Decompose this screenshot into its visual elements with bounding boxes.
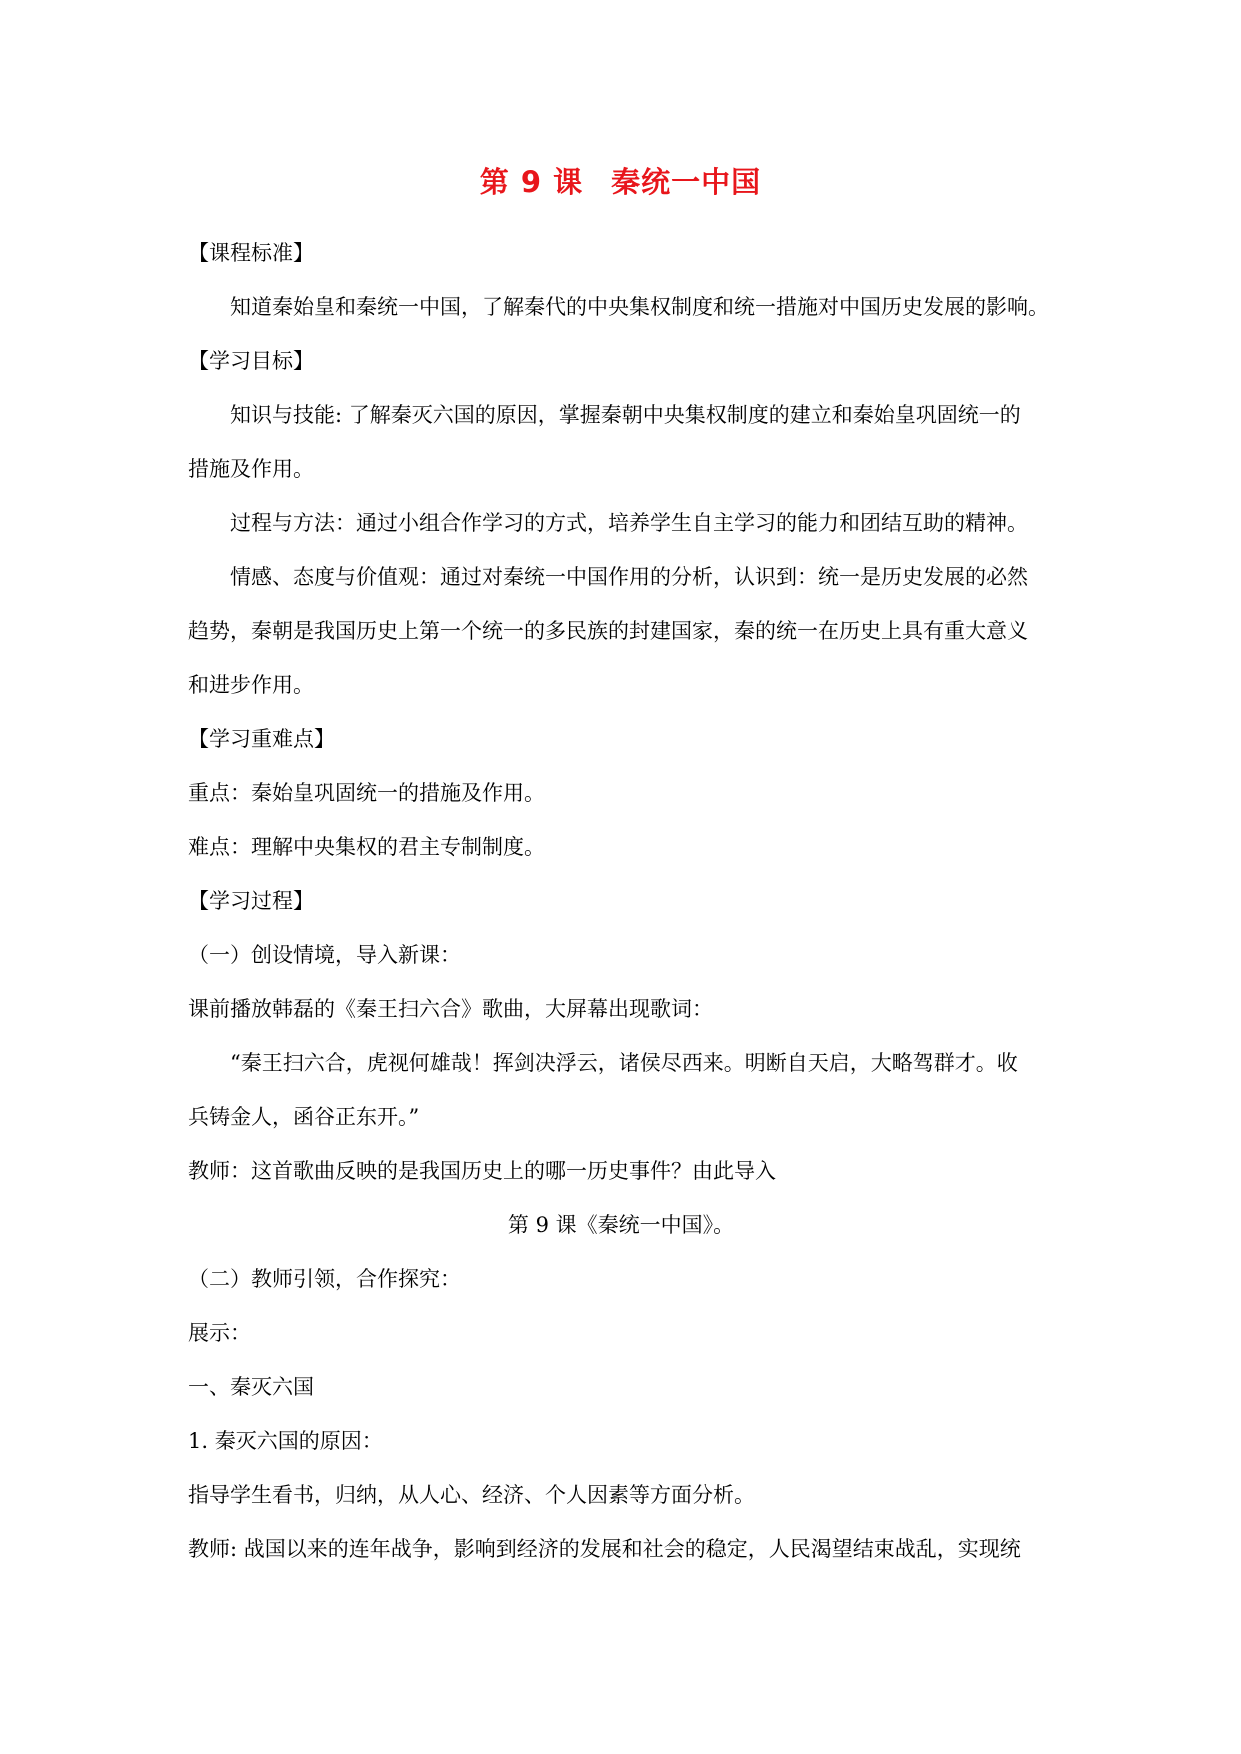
text-line: 【学习目标】 xyxy=(188,349,314,373)
text-line: “秦王扫六合，虎视何雄哉！挥剑决浮云，诸侯尽西来。明断自天启，大略驾群才。收 xyxy=(230,1051,1018,1075)
text-line: 情感、态度与价值观：通过对秦统一中国作用的分析，认识到：统一是历史发展的必然 xyxy=(230,565,1028,589)
text-line: 【学习过程】 xyxy=(188,889,314,913)
document-body xyxy=(188,226,1054,1576)
text-line: 趋势，秦朝是我国历史上第一个统一的多民族的封建国家，秦的统一在历史上具有重大意义 xyxy=(188,619,1028,643)
text-line: 过程与方法：通过小组合作学习的方式，培养学生自主学习的能力和团结互助的精神。 xyxy=(230,511,1028,535)
text-line: 教师：这首歌曲反映的是我国历史上的哪一历史事件？由此导入 xyxy=(188,1159,776,1183)
title-lesson: 第 9 课 xyxy=(479,165,584,199)
text-line: 展示： xyxy=(188,1321,251,1345)
text-line: 兵铸金人，函谷正东开。” xyxy=(188,1105,420,1129)
text-line: 知道秦始皇和秦统一中国，了解秦代的中央集权制度和统一措施对中国历史发展的影响。 xyxy=(230,295,1049,319)
text-line: 重点：秦始皇巩固统一的措施及作用。 xyxy=(188,781,545,805)
text-line: 一、秦灭六国 xyxy=(188,1375,314,1399)
text-line: 第 9 课《秦统一中国》。 xyxy=(507,1213,735,1237)
text-line: （二）教师引领，合作探究： xyxy=(188,1267,461,1291)
page-title xyxy=(0,162,1241,202)
text-line: 教师: 战国以来的连年战争，影响到经济的发展和社会的稳定，人民渴望结束战乱，实现统 xyxy=(188,1537,1021,1561)
text-line: （一）创设情境，导入新课： xyxy=(188,943,461,967)
text-line: 【课程标准】 xyxy=(188,241,314,265)
text-line: 和进步作用。 xyxy=(188,673,314,697)
text-line: 课前播放韩磊的《秦王扫六合》歌曲，大屏幕出现歌词： xyxy=(188,997,713,1021)
text-line: 知识与技能: 了解秦灭六国的原因，掌握秦朝中央集权制度的建立和秦始皇巩固统一的 xyxy=(230,403,1021,427)
text-line: 【学习重难点】 xyxy=(188,727,335,751)
text-line: 1. 秦灭六国的原因： xyxy=(188,1429,383,1453)
text-line: 指导学生看书，归纳，从人心、经济、个人因素等方面分析。 xyxy=(188,1483,755,1507)
title-topic: 秦统一中国 xyxy=(611,165,762,199)
text-line: 措施及作用。 xyxy=(188,457,314,481)
text-line: 难点：理解中央集权的君主专制制度。 xyxy=(188,835,545,859)
